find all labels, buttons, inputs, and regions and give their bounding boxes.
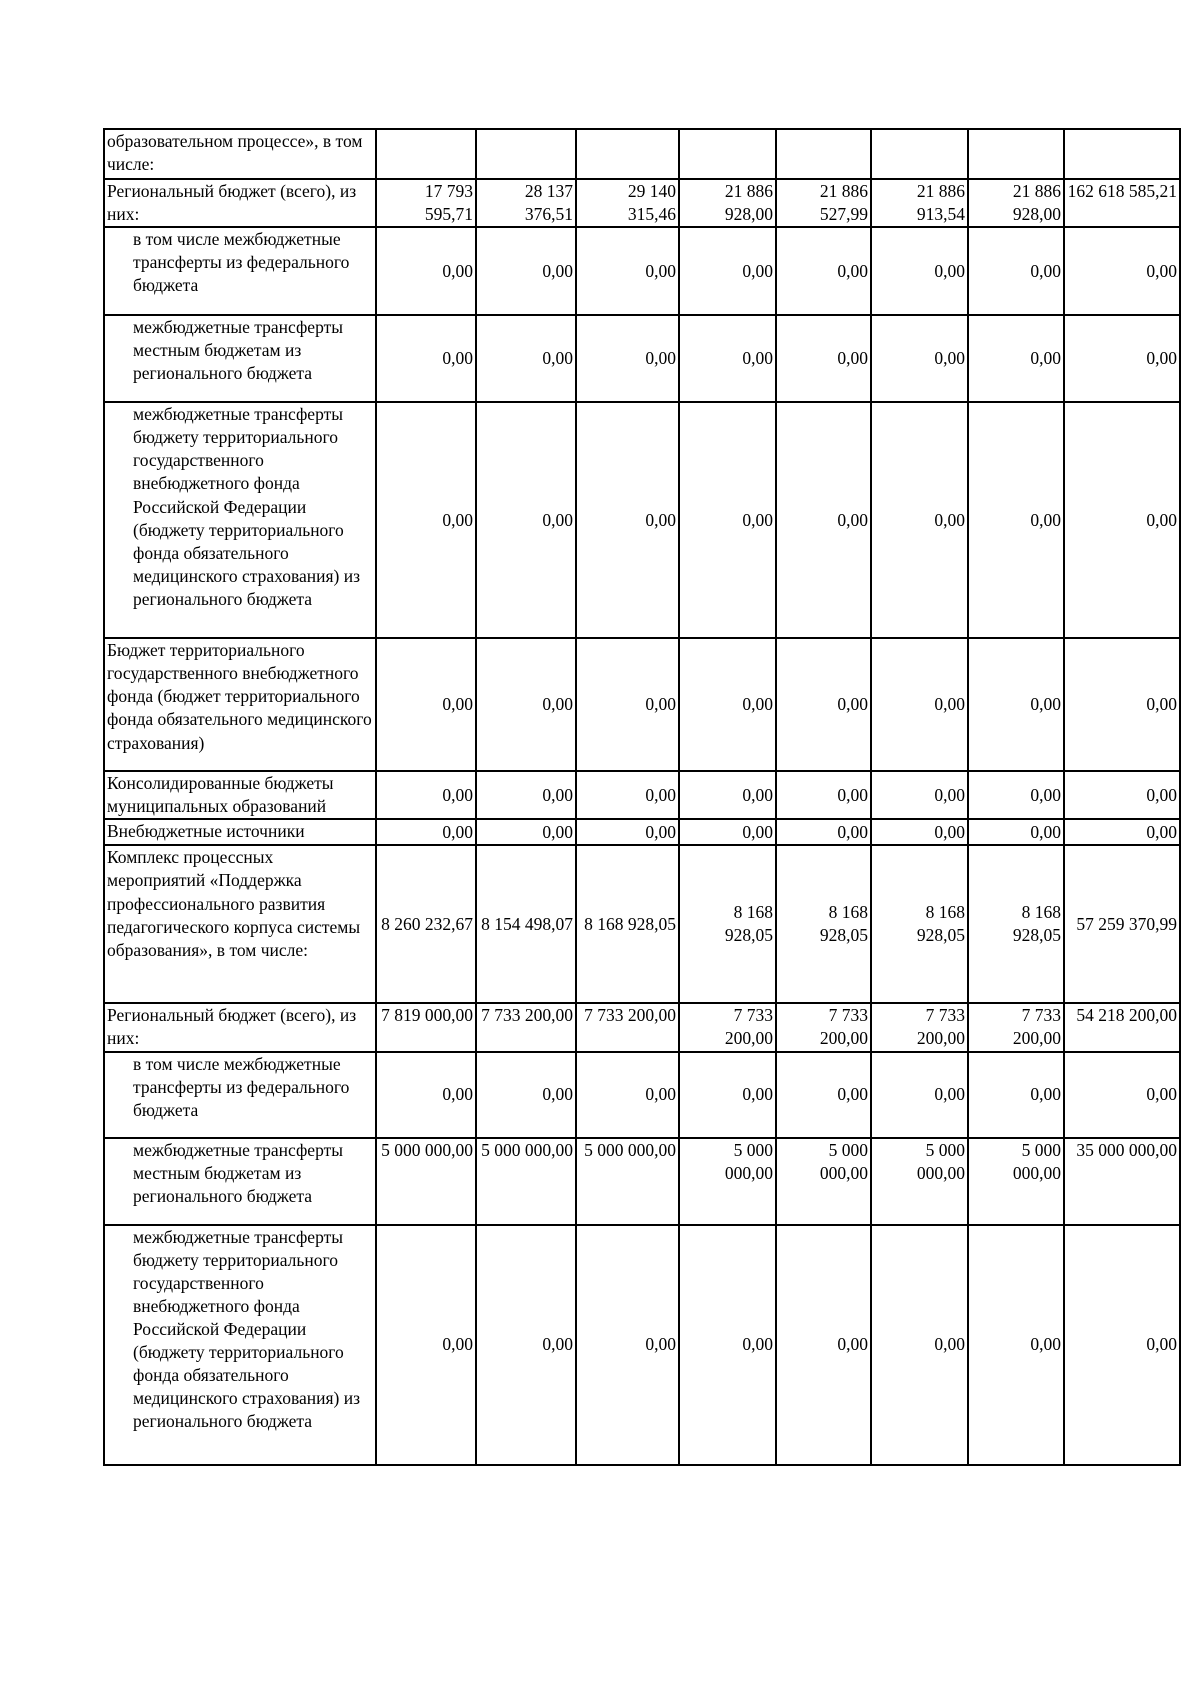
value-cell: 0,00 [871, 315, 968, 402]
table-row [104, 402, 1180, 638]
value-cell: 7 733 200,00 [679, 1003, 776, 1051]
value-cell: 0,00 [1064, 227, 1180, 315]
value-cell: 0,00 [1064, 1052, 1180, 1138]
value-cell: 5 000 000,00 [968, 1138, 1064, 1225]
value-cell: 0,00 [871, 402, 968, 638]
value-cell: 0,00 [679, 819, 776, 845]
table-row [104, 1003, 1180, 1051]
value-cell: 0,00 [679, 315, 776, 402]
value-cell: 0,00 [679, 1052, 776, 1138]
value-cell: 0,00 [776, 771, 871, 819]
value-cell: 0,00 [871, 771, 968, 819]
value-cell: 21 886 913,54 [871, 179, 968, 227]
value-cell: 57 259 370,99 [1064, 845, 1180, 1003]
value-cell: 5 000 000,00 [776, 1138, 871, 1225]
value-cell: 0,00 [679, 638, 776, 771]
value-cell: 0,00 [476, 771, 576, 819]
value-cell: 0,00 [968, 315, 1064, 402]
value-cell: 0,00 [476, 638, 576, 771]
value-cell [1064, 129, 1180, 179]
value-cell: 0,00 [1064, 402, 1180, 638]
value-cell: 5 000 000,00 [576, 1138, 679, 1225]
value-cell: 0,00 [776, 1052, 871, 1138]
value-cell: 8 168 928,05 [576, 845, 679, 1003]
value-cell [476, 129, 576, 179]
row-label: образовательном процессе», в том числе: [104, 129, 376, 179]
value-cell: 7 819 000,00 [376, 1003, 476, 1051]
value-cell: 0,00 [776, 819, 871, 845]
value-cell: 0,00 [576, 819, 679, 845]
value-cell: 0,00 [376, 315, 476, 402]
value-cell: 0,00 [476, 1052, 576, 1138]
value-cell: 7 733 200,00 [576, 1003, 679, 1051]
value-cell: 0,00 [776, 402, 871, 638]
budget-table [103, 128, 1181, 1466]
value-cell: 0,00 [476, 227, 576, 315]
value-cell: 0,00 [968, 638, 1064, 771]
value-cell: 0,00 [871, 819, 968, 845]
value-cell: 162 618 585,21 [1064, 179, 1180, 227]
table-row [104, 771, 1180, 819]
table-row [104, 227, 1180, 315]
table-row [104, 315, 1180, 402]
value-cell: 0,00 [679, 402, 776, 638]
value-cell: 0,00 [376, 227, 476, 315]
value-cell: 8 168 928,05 [871, 845, 968, 1003]
value-cell: 0,00 [576, 1225, 679, 1465]
value-cell: 8 168 928,05 [776, 845, 871, 1003]
value-cell: 0,00 [1064, 819, 1180, 845]
value-cell: 21 886 928,00 [679, 179, 776, 227]
value-cell: 0,00 [776, 227, 871, 315]
value-cell: 5 000 000,00 [476, 1138, 576, 1225]
value-cell: 21 886 928,00 [968, 179, 1064, 227]
value-cell: 0,00 [968, 402, 1064, 638]
value-cell: 17 793 595,71 [376, 179, 476, 227]
value-cell: 5 000 000,00 [376, 1138, 476, 1225]
value-cell: 7 733 200,00 [871, 1003, 968, 1051]
value-cell [776, 129, 871, 179]
value-cell: 28 137 376,51 [476, 179, 576, 227]
row-label: межбюджетные трансферты бюджету территориального государственного внебюджетного фонда Российской Федерации (бюджету территориального фонда обязательного медицинского страхования) из регионального бюджета [104, 402, 376, 638]
value-cell: 0,00 [1064, 315, 1180, 402]
value-cell: 8 154 498,07 [476, 845, 576, 1003]
value-cell: 0,00 [576, 1052, 679, 1138]
value-cell: 54 218 200,00 [1064, 1003, 1180, 1051]
row-label: Региональный бюджет (всего), из них: [104, 1003, 376, 1051]
value-cell: 0,00 [968, 227, 1064, 315]
table-row [104, 1052, 1180, 1138]
value-cell: 35 000 000,00 [1064, 1138, 1180, 1225]
value-cell: 0,00 [776, 315, 871, 402]
value-cell: 0,00 [376, 402, 476, 638]
value-cell: 0,00 [968, 771, 1064, 819]
value-cell: 0,00 [1064, 771, 1180, 819]
value-cell [968, 129, 1064, 179]
value-cell: 0,00 [679, 1225, 776, 1465]
value-cell: 0,00 [576, 402, 679, 638]
value-cell: 0,00 [871, 1225, 968, 1465]
value-cell: 0,00 [1064, 638, 1180, 771]
value-cell: 29 140 315,46 [576, 179, 679, 227]
value-cell: 0,00 [776, 1225, 871, 1465]
row-label: в том числе межбюджетные трансферты из федерального бюджета [104, 1052, 376, 1138]
value-cell [376, 129, 476, 179]
table-row [104, 1138, 1180, 1225]
table-row [104, 1225, 1180, 1465]
row-label: в том числе межбюджетные трансферты из федерального бюджета [104, 227, 376, 315]
value-cell: 0,00 [476, 402, 576, 638]
row-label: Комплекс процессных мероприятий «Поддержка профессионального развития педагогического корпуса системы образования», в том числе: [104, 845, 376, 1003]
value-cell: 0,00 [376, 771, 476, 819]
value-cell [576, 129, 679, 179]
value-cell: 8 168 928,05 [968, 845, 1064, 1003]
value-cell: 0,00 [679, 227, 776, 315]
value-cell: 0,00 [871, 1052, 968, 1138]
row-label: межбюджетные трансферты бюджету территориального государственного внебюджетного фонда Российской Федерации (бюджету территориального фонда обязательного медицинского страхования) из регионального бюджета [104, 1225, 376, 1465]
value-cell: 0,00 [376, 1225, 476, 1465]
value-cell: 0,00 [476, 819, 576, 845]
value-cell: 0,00 [376, 638, 476, 771]
value-cell: 0,00 [679, 771, 776, 819]
row-label: Бюджет территориального государственного внебюджетного фонда (бюджет территориального фонда обязательного медицинского страхования) [104, 638, 376, 771]
value-cell: 0,00 [1064, 1225, 1180, 1465]
value-cell [679, 129, 776, 179]
value-cell: 0,00 [376, 819, 476, 845]
row-label: Консолидированные бюджеты муниципальных образований [104, 771, 376, 819]
value-cell: 0,00 [968, 819, 1064, 845]
value-cell: 7 733 200,00 [476, 1003, 576, 1051]
value-cell: 7 733 200,00 [776, 1003, 871, 1051]
value-cell: 0,00 [576, 771, 679, 819]
value-cell: 0,00 [576, 315, 679, 402]
table-row [104, 845, 1180, 1003]
budget-table-body [104, 129, 1180, 1465]
value-cell [871, 129, 968, 179]
value-cell: 0,00 [968, 1225, 1064, 1465]
value-cell: 0,00 [376, 1052, 476, 1138]
value-cell: 5 000 000,00 [679, 1138, 776, 1225]
value-cell: 0,00 [871, 227, 968, 315]
value-cell: 0,00 [476, 1225, 576, 1465]
value-cell: 21 886 527,99 [776, 179, 871, 227]
value-cell: 7 733 200,00 [968, 1003, 1064, 1051]
value-cell: 0,00 [576, 638, 679, 771]
row-label: Внебюджетные источники [104, 819, 376, 845]
row-label: межбюджетные трансферты местным бюджетам из регионального бюджета [104, 1138, 376, 1225]
table-row [104, 179, 1180, 227]
row-label: межбюджетные трансферты местным бюджетам из регионального бюджета [104, 315, 376, 402]
table-row [104, 638, 1180, 771]
value-cell: 8 168 928,05 [679, 845, 776, 1003]
value-cell: 5 000 000,00 [871, 1138, 968, 1225]
value-cell: 8 260 232,67 [376, 845, 476, 1003]
value-cell: 0,00 [871, 638, 968, 771]
table-row [104, 819, 1180, 845]
value-cell: 0,00 [576, 227, 679, 315]
table-row [104, 129, 1180, 179]
value-cell: 0,00 [968, 1052, 1064, 1138]
value-cell: 0,00 [476, 315, 576, 402]
value-cell: 0,00 [776, 638, 871, 771]
row-label: Региональный бюджет (всего), из них: [104, 179, 376, 227]
